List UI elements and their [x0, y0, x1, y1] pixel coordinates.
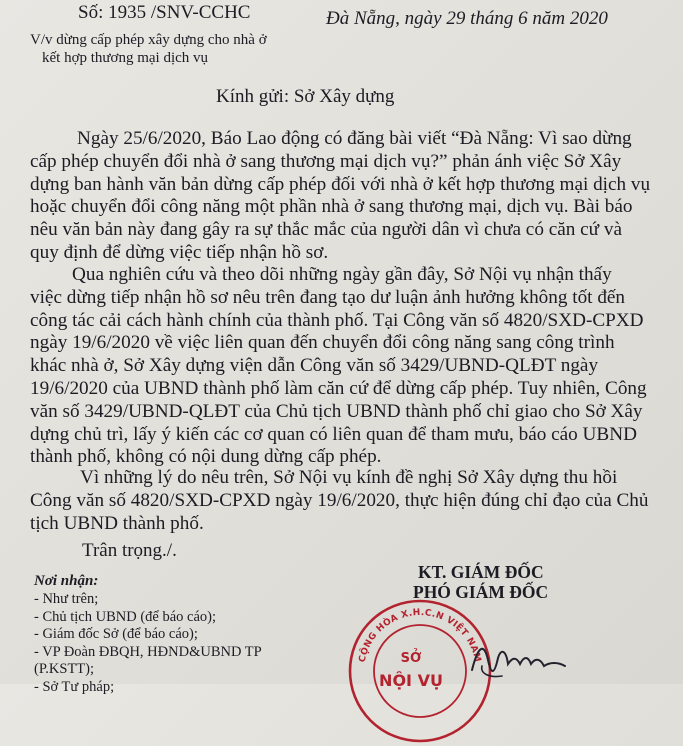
place-date: Đà Nẵng, ngày 29 tháng 6 năm 2020 [326, 8, 608, 29]
paragraph-line: tịch UBND thành phố. [30, 512, 204, 534]
paragraph-line: Công văn số 4820/SXD-CPXD ngày 19/6/2020, thực hiện đúng chỉ đạo của Chủ [30, 489, 649, 511]
paragraph-line: thành phố, không có nội dung dừng cấp phép. [30, 446, 382, 468]
paragraph-line: việc dừng tiếp nhận hồ sơ nêu trên đang tạo dư luận ảnh hưởng không tốt đến [30, 286, 626, 308]
document-number: Số: 1935 /SNV-CCHC [78, 2, 251, 23]
seal-center-line-2: NỘI VỤ [379, 671, 443, 690]
list-item: - Như trên; [34, 591, 99, 607]
recipients-title: Nơi nhận: [34, 573, 99, 589]
paragraph-line: cấp phép chuyển đổi nhà ở sang thương mại dịch vụ?” phản ánh việc Sở Xây [30, 150, 622, 172]
paragraph-line: Vì những lý do nêu trên, Sở Nội vụ kính đề nghị Sở Xây dựng thu hồi [80, 467, 618, 488]
paragraph-line: nêu văn bản này đang gây ra sự thắc mắc của người dân vì chưa có căn cứ và [30, 219, 622, 241]
body-paragraph-3 [30, 467, 658, 535]
subject-line-2: kết hợp thương mại dịch vụ [42, 50, 209, 66]
list-item: - VP Đoàn ĐBQH, HĐND&UBND TP [34, 643, 262, 660]
body-paragraph-2 [30, 264, 658, 469]
signature-title-1: KT. GIÁM ĐỐC [418, 562, 544, 582]
list-item: (P.KSTT); [34, 661, 95, 678]
paragraph-line: hoặc chuyển đổi công năng một phần nhà ở sang thương mại, dịch vụ. Bài báo [30, 196, 633, 218]
recipients-list [34, 591, 262, 697]
paragraph-line: văn số 3429/UBND-QLĐT của Chủ tịch UBND thành phố chỉ giao cho Sở Xây [30, 400, 643, 422]
body-paragraph-1 [30, 128, 658, 265]
subject-line-1: V/v dừng cấp phép xây dựng cho nhà ở [30, 32, 267, 48]
seal-center-line-1: SỞ [400, 651, 422, 666]
paragraph-line: Ngày 25/6/2020, Báo Lao động có đăng bài viết “Đà Nẵng: Vì sao dừng [77, 128, 632, 149]
list-item: - Chủ tịch UBND (để báo cáo); [34, 608, 217, 625]
paragraph-line: dựng chủ trì, lấy ý kiến các cơ quan có liên quan để tham mưu, báo cáo UBND [30, 423, 637, 445]
paragraph-line: ngày 19/6/2020 về việc liên quan đến chuyển đổi công năng sang công trình [30, 332, 615, 354]
list-item: - Sở Tư pháp; [34, 678, 115, 695]
paragraph-line: công tác cải cách hành chính của thành phố. Tại Công văn số 4820/SXD-CPXD [30, 309, 644, 331]
paragraph-line: khác nhà ở, Sở Xây dựng viện dẫn Công văn số 3429/UBND-QLĐT ngày [30, 355, 599, 377]
closing-line: Trân trọng./. [82, 540, 177, 561]
signature-title-2: PHÓ GIÁM ĐỐC [413, 582, 549, 602]
recipient-line: Kính gửi: Sở Xây dựng [216, 86, 395, 107]
handwritten-signature [468, 636, 568, 684]
seal-ring-text: CỘNG HÒA X.H.C.N VIỆT NAM [357, 607, 483, 664]
paragraph-line: Qua nghiên cứu và theo dõi những ngày gần đây, Sở Nội vụ nhận thấy [72, 264, 612, 285]
paragraph-line: 19/6/2020 của UBND thành phố làm căn cứ để dừng cấp phép. Tuy nhiên, Công [30, 377, 647, 399]
paragraph-line: quy định để dừng việc tiếp nhận hồ sơ. [30, 241, 329, 263]
list-item: - Giám đốc Sở (để báo cáo); [34, 626, 198, 643]
paragraph-line: dựng ban hành văn bản dừng cấp phép đối với nhà ở kết hợp thương mại dịch vụ [30, 173, 651, 195]
